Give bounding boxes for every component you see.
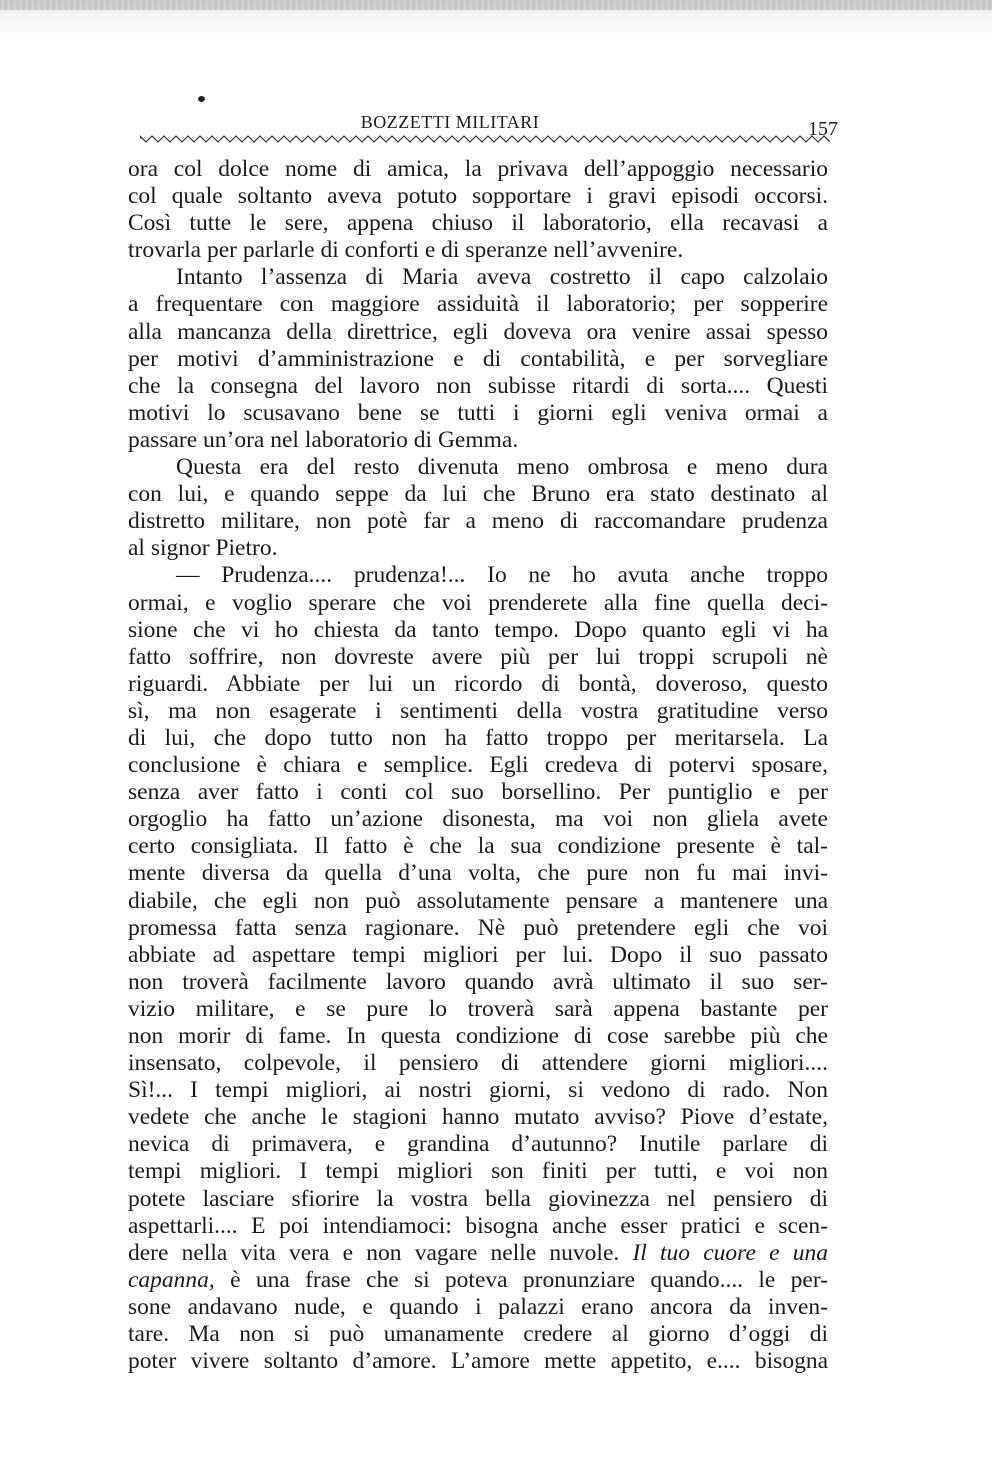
text-line: con lui, e quando seppe da lui che Bruno era stato destinato al xyxy=(128,481,828,508)
page-number: 157 xyxy=(808,118,838,140)
text-line: tare. Ma non si può umanamente credere al giorno d’oggi di xyxy=(128,1321,828,1348)
text-line: non troverà facilmente lavoro quando avrà ultimato il suo ser- xyxy=(128,968,828,995)
ink-speck xyxy=(198,96,205,102)
text-line: Sì!... I tempi migliori, ai nostri giorni, si vedono di rado. Non xyxy=(128,1077,828,1104)
text-line: di lui, che dopo tutto non ha fatto troppo per meritarsela. La xyxy=(128,724,828,751)
text-line: col quale soltanto aveva potuto sopportare i gravi episodi occorsi. xyxy=(128,183,828,210)
text-line: orgoglio ha fatto un’azione disonesta, ma voi non gliela avete xyxy=(128,806,828,833)
text-line: Questa era del resto divenuta meno ombrosa e meno dura xyxy=(176,454,828,481)
text-line: sone andavano nude, e quando i palazzi erano ancora da inven- xyxy=(128,1293,828,1320)
text-line: poter vivere soltanto d’amore. L’amore mette appetito, e.... bisogna xyxy=(128,1348,828,1375)
text-line: potete lasciare sfiorire la vostra bella giovinezza nel pensiero di xyxy=(128,1185,828,1212)
text-line: fatto soffrire, non dovreste avere più per lui troppi scrupoli nè xyxy=(128,643,828,670)
running-head xyxy=(140,112,840,152)
text-line: diabile, che egli non può assolutamente pensare a mantenere una xyxy=(128,887,828,914)
text-line: capanna, è una frase che si poteva pronunziare quando.... le per- xyxy=(128,1266,828,1293)
text-line: riguardi. Abbiate per lui un ricordo di bontà, doveroso, questo xyxy=(128,670,828,697)
text-line: trovarla per parlarle di conforti e di speranze nell’avvenire. xyxy=(128,237,684,264)
text-line: insensato, colpevole, il pensiero di attendere giorni migliori.... xyxy=(128,1050,828,1077)
text-line: per motivi d’amministrazione e di contabilità, e per sorvegliare xyxy=(128,345,828,372)
text-line: a frequentare con maggiore assiduità il laboratorio; per sopperire xyxy=(128,291,828,318)
text-line: Intanto l’assenza di Maria aveva costretto il capo calzolaio xyxy=(176,264,828,291)
text-line: nevica di primavera, e grandina d’autunno? Inutile parlare di xyxy=(128,1131,828,1158)
text-line: motivi lo scusavano bene se tutti i giorni egli veniva ormai a xyxy=(128,399,828,426)
text-line: sione che vi ho chiesta da tanto tempo. Dopo quanto egli vi ha xyxy=(128,616,828,643)
wavy-rule xyxy=(140,132,830,146)
text-line: promessa fatta senza ragionare. Nè può pretendere egli che voi xyxy=(128,914,828,941)
text-line: Così tutte le sere, appena chiuso il laboratorio, ella recavasi a xyxy=(128,210,828,237)
text-line: al signor Pietro. xyxy=(128,535,278,562)
text-line: — Prudenza.... prudenza!... Io ne ho avuta anche troppo xyxy=(176,562,828,589)
text-line: abbiate ad aspettare tempi migliori per lui. Dopo il suo passato xyxy=(128,941,828,968)
text-line: sì, ma non esagerate i sentimenti della vostra gratitudine verso xyxy=(128,697,828,724)
italic-phrase: Il tuo cuore e una xyxy=(632,1239,828,1266)
text-line: conclusione è chiara e semplice. Egli credeva di potervi sposare, xyxy=(128,752,828,779)
text-line: passare un’ora nel laboratorio di Gemma. xyxy=(128,426,519,453)
text-line: ora col dolce nome di amica, la privava dell’appoggio necessario xyxy=(128,156,828,182)
italic-phrase: capanna, xyxy=(128,1266,215,1293)
body-text xyxy=(128,156,828,1375)
text-line: dere nella vita vera e non vagare nelle nuvole. Il tuo cuore e una xyxy=(128,1239,828,1266)
scan-top-edge xyxy=(0,0,992,10)
text-line: tempi migliori. I tempi migliori son finiti per tutti, e voi non xyxy=(128,1158,828,1185)
text-line: distretto militare, non potè far a meno di raccomandare prudenza xyxy=(128,508,828,535)
text-line: mente diversa da quella d’una volta, che pure non fu mai invi- xyxy=(128,860,828,887)
text-line: aspettarli.... E poi intendiamoci: bisogna anche esser pratici e scen- xyxy=(128,1212,828,1239)
text-line: vedete che anche le stagioni hanno mutato avviso? Piove d’estate, xyxy=(128,1104,828,1131)
text-line: ormai, e voglio sperare che voi prenderete alla fine quella deci- xyxy=(128,589,828,616)
text-line: senza aver fatto i conti col suo borsellino. Per puntiglio e per xyxy=(128,779,828,806)
text-line: alla mancanza della direttrice, egli doveva ora venire assai spesso xyxy=(128,318,828,345)
text-line: che la consegna del lavoro non subisse ritardi di sorta.... Questi xyxy=(128,372,828,399)
running-title: BOZZETTI MILITARI xyxy=(360,112,540,132)
text-line: non morir di fame. In questa condizione di cose sarebbe più che xyxy=(128,1023,828,1049)
text-line: certo consigliata. Il fatto è che la sua condizione presente è tal- xyxy=(128,833,828,860)
text-line: vizio militare, e se pure lo troverà sarà appena bastante per xyxy=(128,995,828,1022)
